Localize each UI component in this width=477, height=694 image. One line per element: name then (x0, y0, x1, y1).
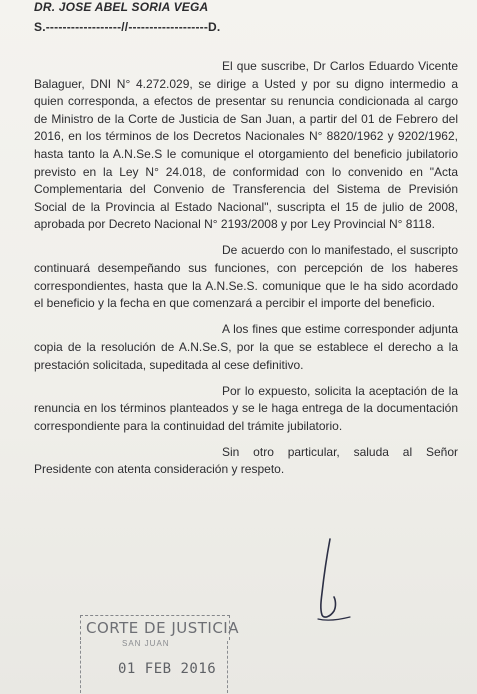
paragraph-2: De acuerdo con lo manifestado, el suscripto continuará desempeñando sus funciones, con percepción de los haberes correspondientes, hasta que la A.N.Se.S. comunique que le ha sido acordado el beneficio y la fecha en que comenzará a percibir el importe del beneficio. (34, 243, 458, 311)
stamp-subtitle: SAN JUAN (122, 639, 170, 648)
paragraph-4: Por lo expuesto, solicita la aceptación de la renuncia en los términos planteados y se le haga entrega de la documentación correspondiente para la continuidad del trámite jubilatorio. (34, 383, 458, 433)
paragraph-3: A los fines que estime corresponder adjunta copia de la resolución de A.N.Se.S, por la que se establece el derecho a la prestación solicitada, supeditada al cese definitivo. (34, 322, 458, 372)
paragraph-1: El que suscribe, Dr Carlos Eduardo Vicente Balaguer, DNI N° 4.272.029, se dirige a Usted y por su digno intermedio a quien corresponda, a efectos de presentar su renuncia condicionada al cargo de Ministro de la Corte de Justicia de San Juan, a partir del 01 de Febrero del 2016, en los términos de los Decretos Nacionales N° 8820/1962 y 9202/1962, hasta tanto la A.N.Se.S le comunique el otorgamiento del beneficio jubilatorio previsto en la Ley N° 24.018, de conformidad con lo convenido en "Acta Complementaria del Convenio de Transferencia del Sistema de Previsión Social de la Provincia al Estado Nacional", suscripta el 15 de julio de 2008, aprobada por Decreto Nacional N° 2193/2008 y por Ley Provincial N° 8118. (34, 59, 458, 232)
addressee-line: DR. JOSE ABEL SORIA VEGA (34, 0, 209, 14)
stamp-left-border (80, 641, 82, 693)
stamp-title: CORTE DE JUSTICIA (86, 619, 239, 637)
letter-body (34, 58, 458, 488)
handwritten-signature (300, 535, 360, 630)
reception-stamp (80, 615, 239, 694)
paragraph-5: Sin otro particular, saluda al Señor Presidente con atenta consideración y respeto. (34, 444, 458, 477)
stamp-right-border (227, 641, 229, 693)
salutation-line: S.------------------//-------------------D. (34, 20, 221, 34)
stamp-date: 01 FEB 2016 (118, 661, 217, 677)
